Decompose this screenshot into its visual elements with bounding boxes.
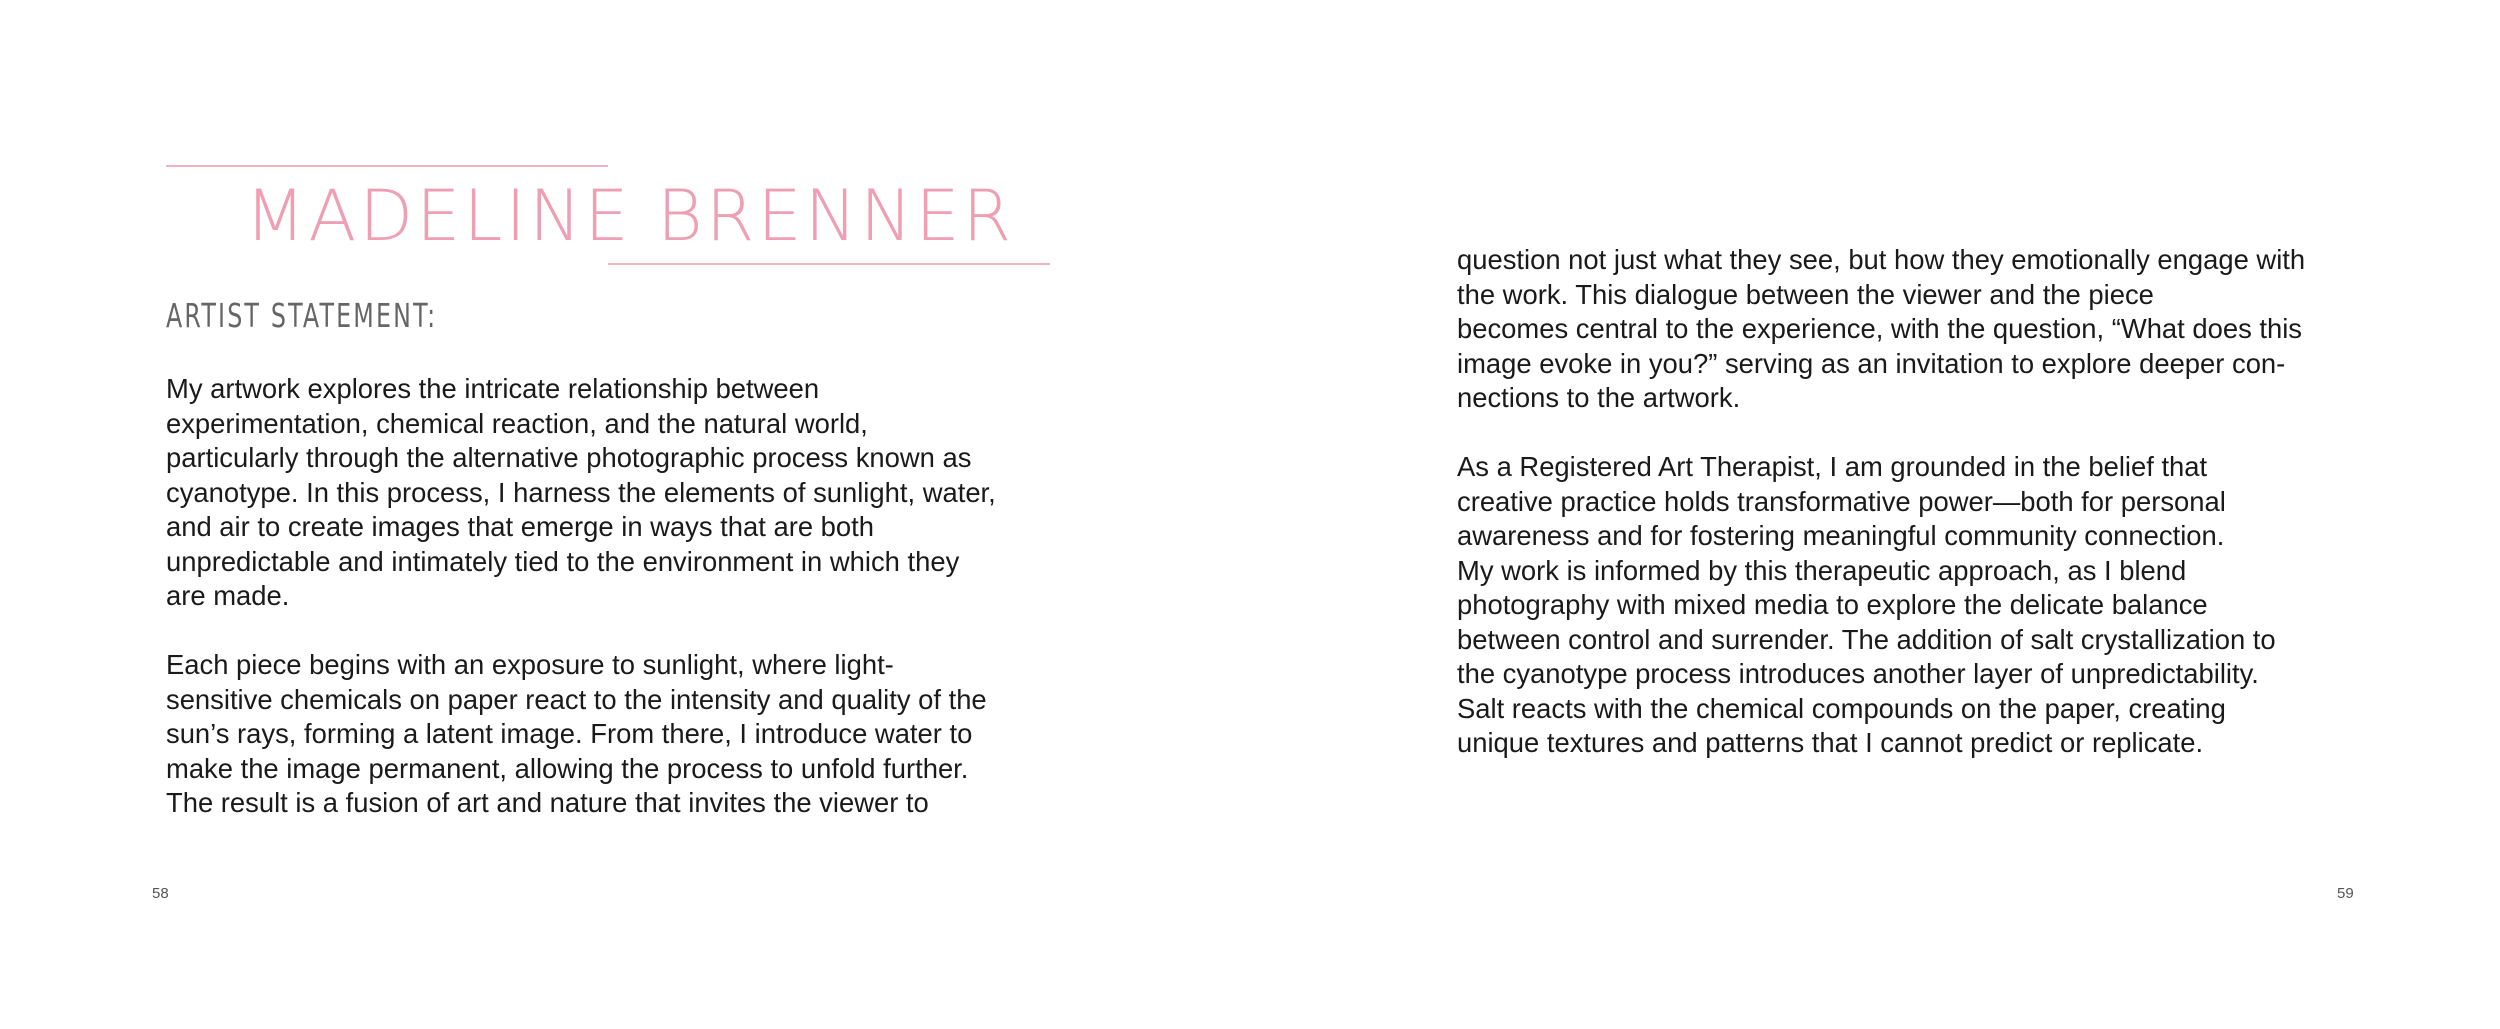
artist-statement-heading: ARTIST STATEMENT:	[166, 296, 438, 335]
text-line: question not just what they see, but how they emotionally engage with	[1457, 244, 2306, 275]
text-line: The result is a fusion of art and nature that invites the viewer to	[166, 787, 929, 818]
right-page-text	[1457, 243, 2357, 795]
page-number-left: 58	[152, 885, 169, 902]
text-line: and air to create images that emerge in ways that are both	[166, 511, 874, 542]
text-line: image evoke in you?” serving as an invitation to explore deeper con-	[1457, 347, 2286, 379]
text-line: Each piece begins with an exposure to sunlight, where light-	[166, 649, 894, 680]
text-line: nections to the artwork.	[1457, 382, 1741, 413]
text-line: experimentation, chemical reaction, and the natural world,	[166, 407, 868, 439]
right-paragraph-2	[1457, 450, 2357, 761]
text-line: the work. This dialogue between the viewer and the piece	[1457, 278, 2154, 310]
text-line: As a Registered Art Therapist, I am grounded in the belief that	[1457, 451, 2208, 482]
text-line: unique textures and patterns that I cannot predict or replicate.	[1457, 727, 2204, 758]
text-line: unpredictable and intimately tied to the environment in which they	[166, 545, 960, 577]
left-paragraph-2	[166, 648, 1066, 821]
title-rule-bottom	[608, 263, 1050, 265]
artist-name: MADELINE BRENNER	[245, 175, 1015, 257]
text-line: My artwork explores the intricate relationship between	[166, 373, 820, 404]
title-rule-top	[166, 165, 608, 167]
left-page-text	[166, 372, 1066, 855]
right-paragraph-1	[1457, 243, 2357, 416]
text-line: are made.	[166, 580, 290, 611]
text-line: awareness and for fostering meaningful community connection.	[1457, 520, 2225, 551]
text-line: sensitive chemicals on paper react to the intensity and quality of the	[166, 683, 987, 715]
text-line: cyanotype. In this process, I harness the elements of sunlight, water,	[166, 476, 996, 508]
text-line: creative practice holds transformative power—both for personal	[1457, 485, 2226, 517]
text-line: the cyanotype process introduces another layer of unpredictability.	[1457, 658, 2259, 689]
page-number-right: 59	[2337, 885, 2354, 902]
text-line: Salt reacts with the chemical compounds on the paper, creating	[1457, 692, 2226, 724]
text-line: becomes central to the experience, with the question, “What does this	[1457, 313, 2303, 344]
text-line: make the image permanent, allowing the process to unfold further.	[166, 752, 969, 784]
text-line: between control and surrender. The addition of salt crystallization to	[1457, 623, 2276, 655]
text-line: sun’s rays, forming a latent image. From there, I introduce water to	[166, 718, 973, 749]
left-paragraph-1	[166, 372, 1066, 614]
text-line: My work is informed by this therapeutic approach, as I blend	[1457, 554, 2187, 586]
text-line: photography with mixed media to explore the delicate balance	[1457, 589, 2208, 620]
text-line: particularly through the alternative photographic process known as	[166, 442, 972, 473]
